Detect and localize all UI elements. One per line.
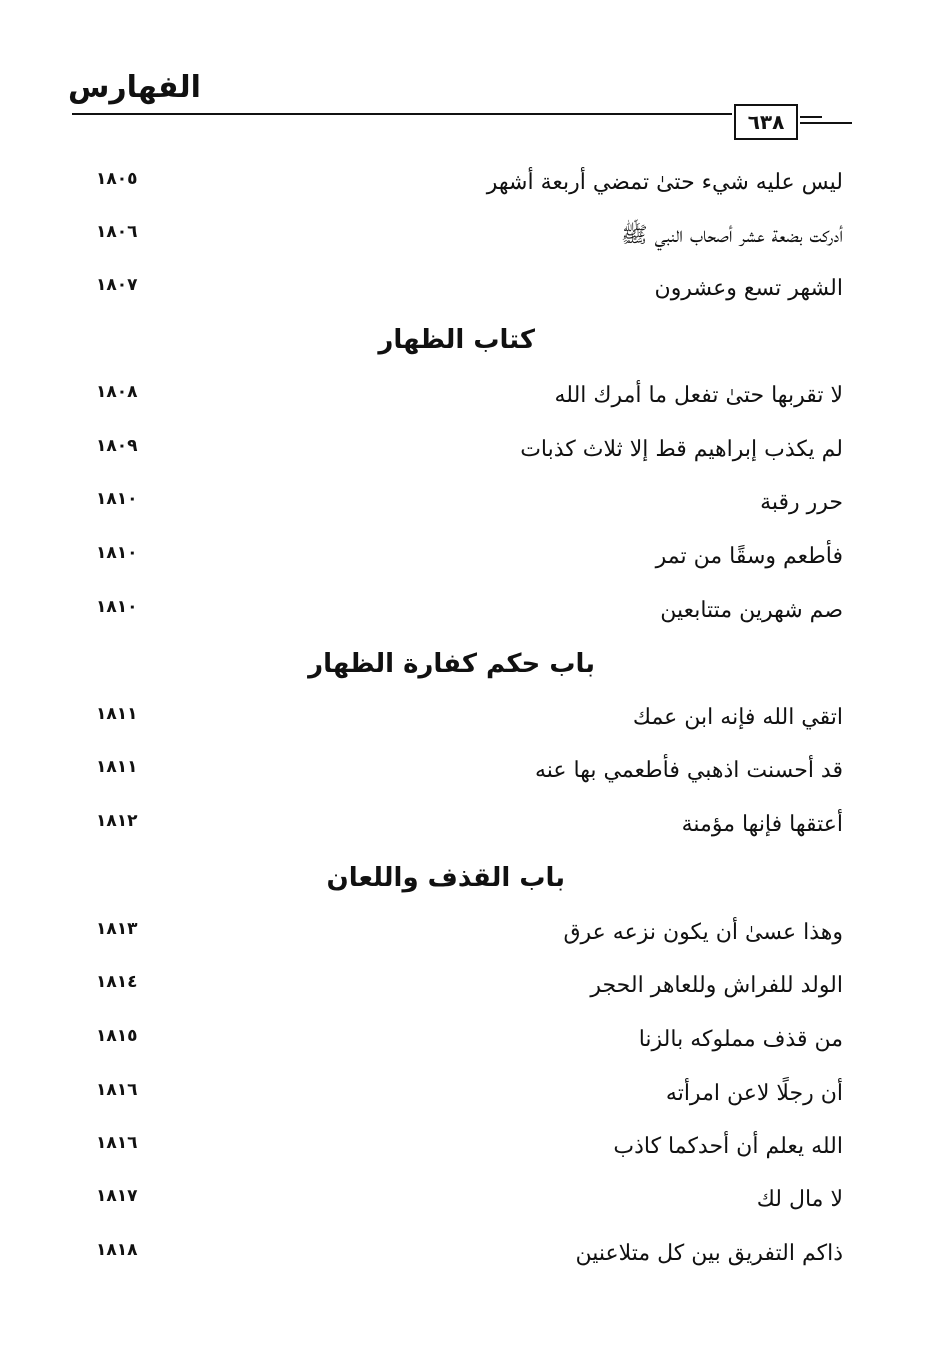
entry-page: ١٨١٠: [96, 543, 138, 563]
index-entry: [0, 966, 933, 1006]
index-entry: [0, 537, 933, 577]
index-entry: [0, 1074, 933, 1114]
index-entry: [0, 483, 933, 523]
index-entry: [0, 1127, 933, 1167]
entry-text: أن رجلًا لاعن امرأته: [665, 1081, 843, 1106]
section-title: كتاب الظهار: [378, 325, 535, 355]
entry-page: ١٨٠٧: [96, 275, 138, 295]
running-title: الفهارس: [68, 70, 201, 105]
index-entry: [0, 216, 933, 256]
entry-page: ١٨٠٦: [96, 222, 138, 242]
index-entry: [0, 376, 933, 416]
index-entry: [0, 269, 933, 309]
entry-text: أعتقها فإنها مؤمنة: [681, 812, 843, 837]
entry-text: من قذف مملوكه بالزنا: [638, 1027, 843, 1052]
index-entry: [0, 163, 933, 203]
entry-page: ١٨١٦: [96, 1133, 138, 1153]
section-heading: [0, 318, 933, 362]
index-entry: [0, 751, 933, 791]
entry-text: اتقي الله فإنه ابن عمك: [632, 705, 843, 730]
entry-page: ١٨١٠: [96, 597, 138, 617]
entry-page: ١٨٠٨: [96, 382, 138, 402]
entry-text: فأطعم وسقًا من تمر: [655, 544, 843, 569]
index-entry: [0, 591, 933, 631]
page-number: ٦٣٨: [734, 104, 798, 140]
index-entry: [0, 698, 933, 738]
entry-text: وهذا عسىٰ أن يكون نزعه عرق: [563, 920, 843, 945]
entry-page: ١٨١٥: [96, 1026, 138, 1046]
entry-text: ذاكم التفريق بين كل متلاعنين: [575, 1241, 843, 1266]
entry-text: قد أحسنت اذهبي فأطعمي بها عنه: [534, 758, 843, 783]
entry-text: صم شهرين متتابعين: [660, 598, 843, 623]
entry-text: لا تقربها حتىٰ تفعل ما أمرك الله: [554, 383, 843, 408]
entry-text: أدركت بضعة عشر أصحاب النبي ﷺ: [621, 223, 843, 248]
index-entry: [0, 1180, 933, 1220]
index-entry: [0, 913, 933, 953]
index-entry: [0, 430, 933, 470]
entry-page: ١٨١٦: [96, 1080, 138, 1100]
entry-page: ١٨١٢: [96, 811, 138, 831]
index-entry: [0, 1234, 933, 1274]
entry-text: لا مال لك: [756, 1187, 843, 1212]
entry-page: ١٨١٨: [96, 1240, 138, 1260]
entry-page: ١٨١١: [96, 704, 138, 724]
section-title: باب القذف واللعان: [326, 863, 565, 893]
entry-text: الولد للفراش وللعاهر الحجر: [590, 973, 843, 998]
entry-page: ١٨١٣: [96, 919, 138, 939]
entry-page: ١٨١٧: [96, 1186, 138, 1206]
entry-page: ١٨١٠: [96, 489, 138, 509]
entry-page: ١٨٠٥: [96, 169, 138, 189]
entry-text: لم يكذب إبراهيم قط إلا ثلاث كذبات: [520, 437, 843, 462]
index-entry: [0, 1020, 933, 1060]
section-heading: [0, 856, 933, 900]
entry-text: الله يعلم أن أحدكما كاذب: [613, 1134, 843, 1159]
entry-page: ١٨١١: [96, 757, 138, 777]
entry-page: ١٨١٤: [96, 972, 138, 992]
index-entry: [0, 805, 933, 845]
entry-text: حرر رقبة: [760, 490, 843, 515]
entry-text: ليس عليه شيء حتىٰ تمضي أربعة أشهر: [486, 170, 843, 195]
section-heading: [0, 642, 933, 686]
entry-text: الشهر تسع وعشرون: [654, 276, 843, 301]
entry-page: ١٨٠٩: [96, 436, 138, 456]
section-title: باب حكم كفارة الظهار: [308, 649, 595, 679]
